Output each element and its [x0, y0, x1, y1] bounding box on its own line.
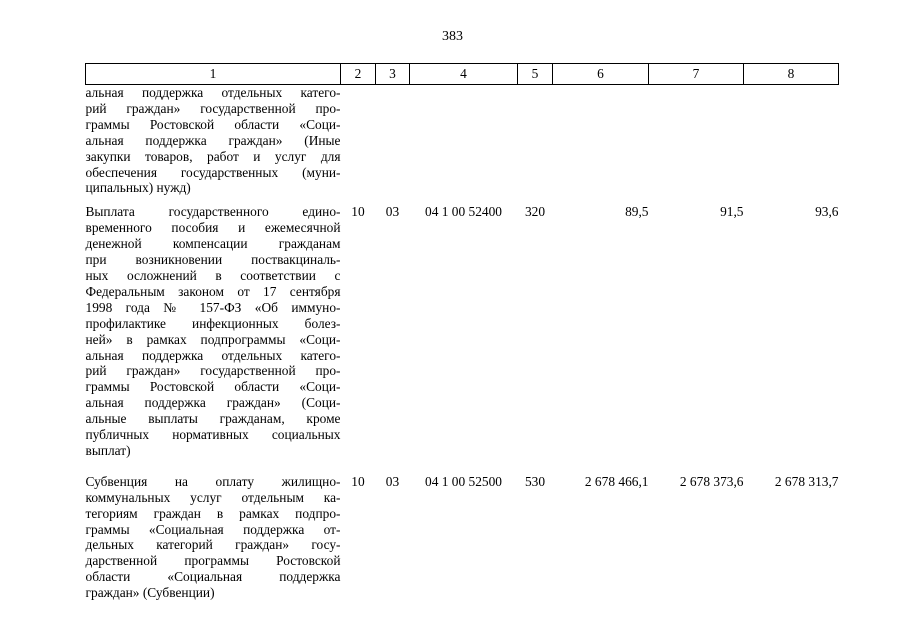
description-line: граммы Ростовской области «Соци- [85, 116, 341, 132]
description-line: ных осложнений в соответствии с [85, 267, 341, 283]
amount-col-7 [649, 85, 744, 201]
description-line: тегориям граждан в рамках подпро- [85, 505, 341, 521]
description-line: дарственной программы Ростовской [85, 553, 341, 569]
column-header: 3 [376, 64, 410, 85]
description-line: альная поддержка отдельных катего- [85, 85, 341, 100]
description-line: Выплата государственного едино- [85, 204, 341, 220]
description-line: профилактике инфекционных болез- [85, 315, 341, 331]
column-header: 1 [86, 64, 341, 85]
description-line: денежной компенсации гражданам [85, 236, 341, 252]
description-line: граммы «Социальная поддержка от- [85, 521, 341, 537]
description-line: при возникновении поствакциналь- [85, 252, 341, 268]
description-line: рий граждан» государственной про- [85, 363, 341, 379]
amount-col-8: 93,6 [815, 204, 839, 220]
row-description [86, 470, 341, 601]
description-line: выплат) [85, 442, 131, 458]
target-article-code: 04 1 00 52500 [425, 473, 502, 489]
amount-col-6: 2 678 466,1 [584, 473, 649, 489]
description-line: Субвенция на оплату жилищно- [85, 473, 341, 489]
description-line: альные выплаты гражданам, кроме [85, 411, 341, 427]
expense-type-code [518, 85, 553, 201]
table-row [86, 85, 839, 201]
description-line: 1998 года № 157-ФЗ «Об иммуно- [85, 299, 341, 315]
description-line: области «Социальная поддержка [85, 569, 341, 585]
description-line: дельных категорий граждан» госу- [85, 537, 341, 553]
amount-col-8 [744, 85, 839, 201]
column-header: 7 [649, 64, 744, 85]
expense-type-code: 530 [524, 473, 546, 489]
subsection-code: 03 [385, 473, 400, 489]
description-line: граммы Ростовской области «Соци- [85, 379, 341, 395]
target-article-code: 04 1 00 52400 [425, 204, 502, 220]
column-header: 6 [553, 64, 649, 85]
section-code: 10 [351, 473, 365, 489]
description-line: Федеральным законом от 17 сентября [85, 283, 341, 299]
row-description [86, 85, 341, 201]
description-line: временного пособия и ежемесячной [85, 220, 341, 236]
column-header: 4 [410, 64, 518, 85]
column-header: 5 [518, 64, 553, 85]
expense-type-code: 320 [524, 204, 546, 220]
description-line: альная поддержка граждан» (Иные [85, 132, 341, 148]
amount-col-7: 91,5 [720, 204, 744, 220]
description-line: обеспечения государственных (муни- [85, 164, 341, 180]
column-header: 8 [744, 64, 839, 85]
table-header-row [86, 64, 839, 85]
amount-col-6: 89,5 [625, 204, 649, 220]
description-line: рий граждан» государственной про- [85, 100, 341, 116]
column-header: 2 [341, 64, 376, 85]
description-line: альная поддержка отдельных катего- [85, 347, 341, 363]
amount-col-7: 2 678 373,6 [679, 473, 744, 489]
table-row [86, 200, 839, 470]
subsection-code: 03 [385, 204, 400, 220]
section-code [341, 85, 376, 201]
description-line: ней» в рамках подпрограммы «Соци- [85, 331, 341, 347]
row-description [86, 200, 341, 470]
description-line: граждан» (Субвенции) [85, 585, 215, 601]
target-article-code [410, 85, 518, 201]
description-line: коммунальных услуг отдельным ка- [85, 489, 341, 505]
section-code: 10 [351, 204, 365, 220]
description-line: альная поддержка граждан» (Соци- [85, 395, 341, 411]
table-row [86, 470, 839, 601]
description-line: закупки товаров, работ и услуг для [85, 148, 341, 164]
budget-table [85, 63, 839, 601]
page-number: 383 [442, 29, 463, 44]
amount-col-6 [553, 85, 649, 201]
description-line: ципальных) нужд) [85, 180, 191, 196]
description-line: публичных нормативных социальных [85, 427, 341, 443]
subsection-code [376, 85, 410, 201]
amount-col-8: 2 678 313,7 [774, 473, 839, 489]
